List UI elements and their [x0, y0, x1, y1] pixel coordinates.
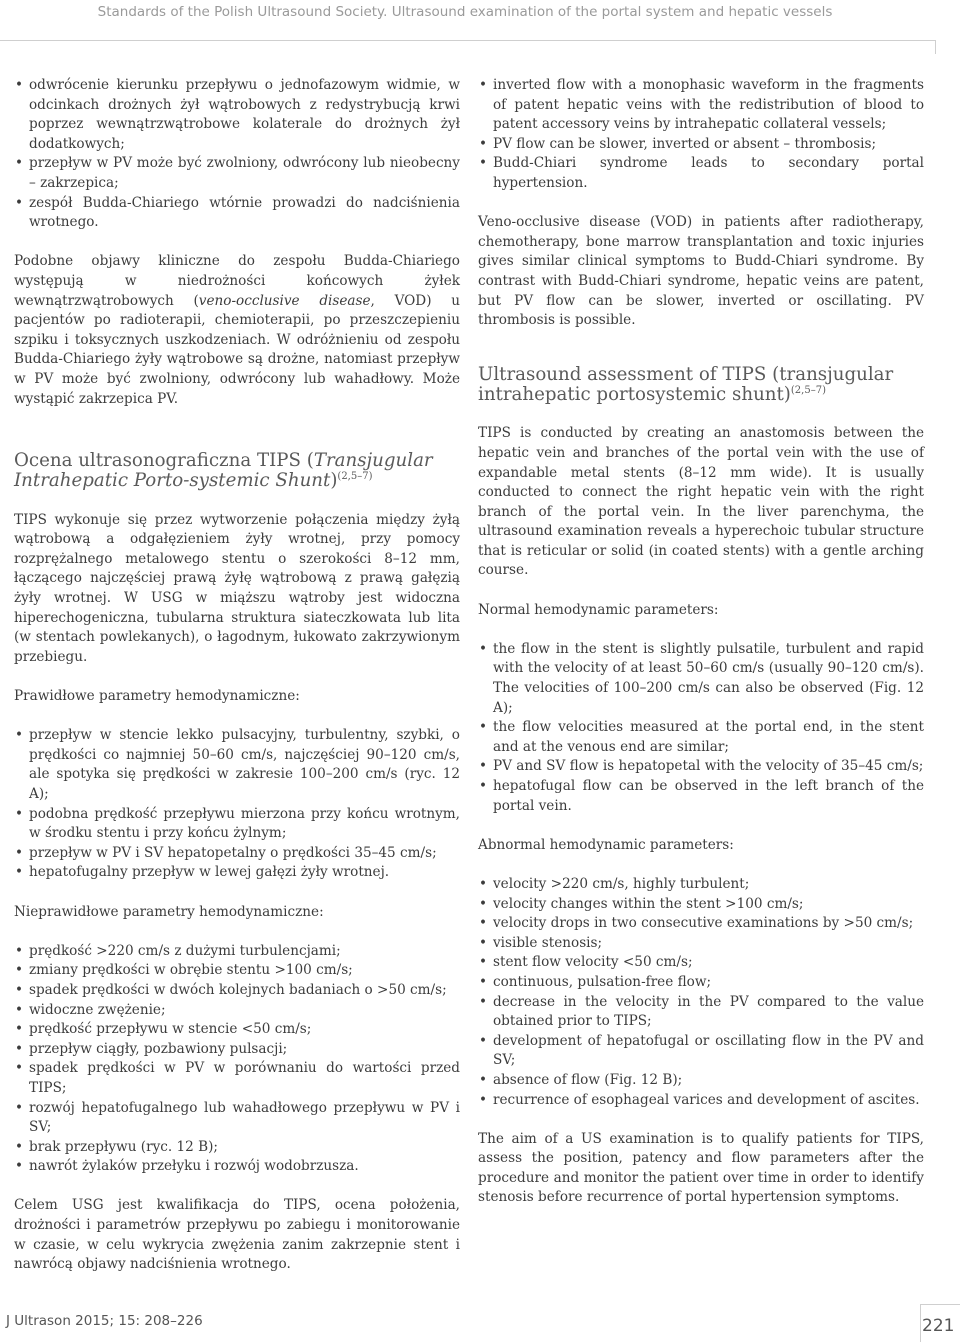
list-item: • nawrót żylaków przełyku i rozwój wodobrzusza.: [14, 1157, 460, 1177]
footer-corner-mark: [920, 1304, 921, 1342]
list-item: • zespół Budda-Chiariego wtórnie prowadzi do nadciśnienia wrotnego.: [14, 194, 460, 233]
list-item: • hepatofugal flow can be observed in the left branch of the portal vein.: [478, 777, 924, 816]
right-bullets-1: [478, 76, 924, 194]
list-item: • podobna prędkość przepływu mierzona przy końcu wrotnym, w środku stentu i przy końcu żylnym;: [14, 805, 460, 844]
right-normal-bullets: [478, 640, 924, 816]
list-item: • inverted flow with a monophasic waveform in the fragments of patent hepatic veins with the redistribution of blood to patent accessory veins by intrahepatic collateral vessels;: [478, 76, 924, 135]
list-item: • continuous, pulsation-free flow;: [478, 973, 924, 993]
list-item: • zmiany prędkości w obrębie stentu >100 cm/s;: [14, 961, 460, 981]
right-abnormal-bullets: [478, 875, 924, 1110]
list-item: • prędkość przepływu w stencie <50 cm/s;: [14, 1020, 460, 1040]
header-rule: [0, 40, 935, 41]
running-title: Standards of the Polish Ultrasound Society. Ultrasound examination of the portal system and hepatic vessels: [97, 4, 833, 20]
list-item: • PV flow can be slower, inverted or absent – thrombosis;: [478, 135, 924, 155]
left-paragraph-aim: Celem USG jest kwalifikacja do TIPS, ocena położenia, drożności i parametrów przepływu po zabiegu i monitorowanie w czasie, w celu wykrycia zwężenia zanim zakrzepnie stent i nawrócą objawy nadciśnienia wrotnego.: [14, 1197, 460, 1273]
header-corner-mark: [935, 40, 936, 54]
list-item: • odwrócenie kierunku przepływu o jednofazowym widmie, w odcinkach drożnych żył wątrobowych z redystrybucją krwi poprzez wewnątrzwątrobowe kolaterale do drożnych żył dodatkowych;: [14, 76, 460, 154]
list-item: • velocity >220 cm/s, highly turbulent;: [478, 875, 924, 895]
left-paragraph-vod: Podobne objawy kliniczne do zespołu Budda-Chiariego występują w niedrożności końcowych żyłek wewnątrzwątrobowych (veno-occlusive disease, VOD) u pacjentów po radioterapii, chemioterapii, po przeszczepieniu szpiku i toksycznych uszkodzeniach. W odróżnieniu od zespołu Budda-Chiariego żyły wątrobowe są drożne, natomiast przepływ w PV może być zwolniony, odwrócony lub wahadłowy. Może wystąpić zakrzepica PV.: [14, 253, 460, 407]
left-bullets-1: [14, 76, 460, 233]
list-item: • spadek prędkości w PV w porównaniu do wartości przed TIPS;: [14, 1059, 460, 1098]
list-item: • absence of flow (Fig. 12 B);: [478, 1071, 924, 1091]
list-item: • brak przepływu (ryc. 12 B);: [14, 1138, 460, 1158]
list-item: • przepływ w PV i SV hepatopetalny o prędkości 35–45 cm/s;: [14, 844, 460, 864]
list-item: • spadek prędkości w dwóch kolejnych badaniach o >50 cm/s;: [14, 981, 460, 1001]
page-number: 221: [922, 1316, 955, 1336]
right-paragraph-vod: Veno-occlusive disease (VOD) in patients after radiotherapy, chemotherapy, bone marrow transplantation and toxic injuries gives similar clinical symptoms to Budd-Chiari syndrome. By contrast with Budd-Chiari syndrome, hepatic veins are patent, but PV flow can be slower, inverted or oscillating. PV thrombosis is possible.: [478, 214, 924, 329]
left-section-heading: Ocena ultrasonograficzna TIPS (Transjugular Intrahepatic Porto-systemic Shunt)$^{(2,5-7)}$: [14, 450, 433, 492]
list-item: • visible stenosis;: [478, 934, 924, 954]
journal-citation: J Ultrason 2015; 15: 208–226: [6, 1313, 203, 1329]
left-abnormal-title: Nieprawidłowe parametry hemodynamiczne:: [14, 903, 324, 920]
list-item: • stent flow velocity <50 cm/s;: [478, 953, 924, 973]
list-item: • hepatofugalny przepływ w lewej gałęzi żyły wrotnej.: [14, 863, 460, 883]
left-normal-title: Prawidłowe parametry hemodynamiczne:: [14, 688, 300, 705]
list-item: • recurrence of esophageal varices and development of ascites.: [478, 1091, 924, 1111]
list-item: • velocity drops in two consecutive examinations by >50 cm/s;: [478, 914, 924, 934]
list-item: • decrease in the velocity in the PV compared to the value obtained prior to TIPS;: [478, 993, 924, 1032]
list-item: • Budd-Chiari syndrome leads to secondary portal hypertension.: [478, 154, 924, 193]
right-column: [478, 76, 924, 1208]
list-item: • PV and SV flow is hepatopetal with the velocity of 35–45 cm/s;: [478, 757, 924, 777]
list-item: • prędkość >220 cm/s z dużymi turbulencjami;: [14, 942, 460, 962]
right-abnormal-title: Abnormal hemodynamic parameters:: [478, 836, 734, 853]
running-header: [0, 0, 960, 40]
list-item: • development of hepatofugal or oscillating flow in the PV and SV;: [478, 1032, 924, 1071]
list-item: • widoczne zwężenie;: [14, 1001, 460, 1021]
left-column: [14, 76, 460, 1275]
list-item: • przepływ ciągły, pozbawiony pulsacji;: [14, 1040, 460, 1060]
left-paragraph-tips: TIPS wykonuje się przez wytworzenie połączenia między żyłą wątrobową a odgałęzieniem żyły wrotnej, przy pomocy rozprężalnego metalowego stentu o szerokości 8–12 mm, łączącego najczęściej prawą żyłę wątrobową z prawą gałęzią żyły wrotnej. W USG w miąższu wątroby jest widoczna hiperechogeniczna, tubularna struktura siateczkowata lub lita (w stentach powlekanych), o łagodnym, łukowato zakrzywionym przebiegu.: [14, 511, 460, 665]
list-item: • przepływ w stencie lekko pulsacyjny, turbulentny, szybki, o prędkości co najmniej 50–60 cm/s, najczęściej 90–120 cm/s, ale spotyka się prędkości w zakresie 100–200 cm/s (ryc. 12 A);: [14, 726, 460, 804]
right-section-heading: Ultrasound assessment of TIPS (transjugular intrahepatic portosystemic shunt)$^{(2,5-7)}$: [478, 363, 894, 405]
right-normal-title: Normal hemodynamic parameters:: [478, 601, 719, 618]
left-abnormal-bullets: [14, 942, 460, 1177]
list-item: • velocity changes within the stent >100 cm/s;: [478, 895, 924, 915]
right-paragraph-aim: The aim of a US examination is to qualify patients for TIPS, assess the position, patency and flow parameters after the procedure and monitor the patient over time in order to identify stenosis before recurrence of portal hypertension symptoms.: [478, 1130, 924, 1206]
right-paragraph-tips: TIPS is conducted by creating an anastomosis between the hepatic vein and branches of the portal vein with the use of expandable metal stents (8–12 mm wide). It is usually conducted to connect the right hepatic vein with the right branch of the portal vein. In the liver parenchyma, the ultrasound examination reveals a hyperechoic tubular structure that is reticular or solid (in coated stents) with a gentle arching course.: [478, 425, 924, 579]
list-item: • przepływ w PV może być zwolniony, odwrócony lub nieobecny – zakrzepica;: [14, 154, 460, 193]
list-item: • rozwój hepatofugalnego lub wahadłowego przepływu w PV i SV;: [14, 1099, 460, 1138]
list-item: • the flow in the stent is slightly pulsatile, turbulent and rapid with the velocity of at least 50–60 cm/s (usually 90–120 cm/s). The velocities of 100–200 cm/s can also be observed (Fig. 12 A);: [478, 640, 924, 718]
footer-rule: [920, 1304, 960, 1305]
left-normal-bullets: [14, 726, 460, 883]
list-item: • the flow velocities measured at the portal end, in the stent and at the venous end are similar;: [478, 718, 924, 757]
